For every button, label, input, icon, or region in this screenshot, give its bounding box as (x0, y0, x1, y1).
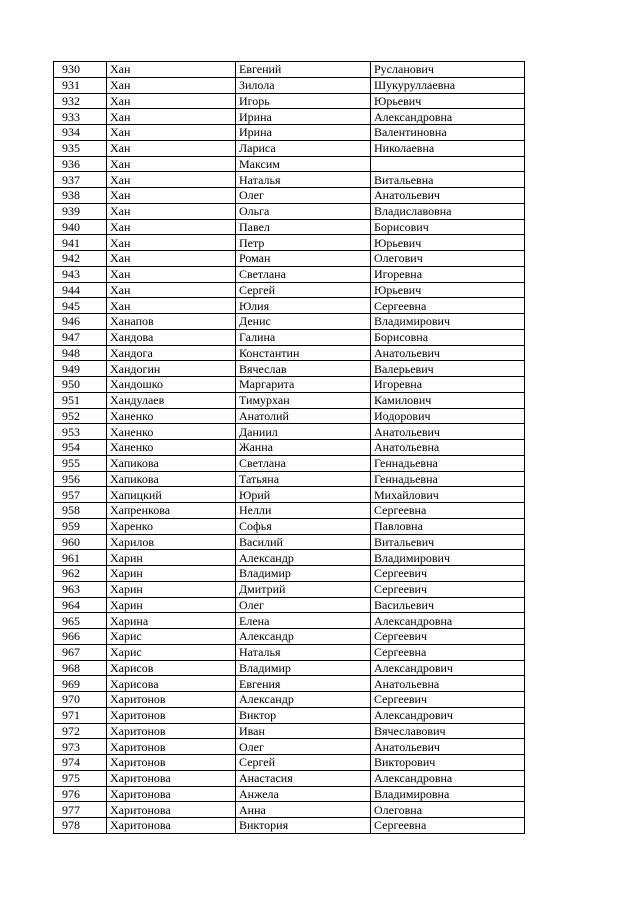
patronymic-cell: Сергеевич (371, 566, 525, 582)
surname-cell: Хан (107, 172, 236, 188)
surname-cell: Ханенко (107, 424, 236, 440)
first-name-cell: Петр (236, 235, 371, 251)
patronymic-cell: Викторович (371, 755, 525, 771)
first-name-cell: Олег (236, 597, 371, 613)
row-number: 956 (54, 471, 107, 487)
row-number: 937 (54, 172, 107, 188)
patronymic-cell: Борисович (371, 219, 525, 235)
first-name-cell: Светлана (236, 455, 371, 471)
patronymic-cell: Александровна (371, 109, 525, 125)
table-row (54, 251, 525, 267)
first-name-cell: Александр (236, 629, 371, 645)
surname-cell: Хан (107, 140, 236, 156)
table-row (54, 629, 525, 645)
table-row (54, 361, 525, 377)
row-number: 959 (54, 518, 107, 534)
row-number: 938 (54, 188, 107, 204)
patronymic-cell: Юрьевич (371, 235, 525, 251)
surname-cell: Хапицкий (107, 487, 236, 503)
first-name-cell: Даниил (236, 424, 371, 440)
first-name-cell: Анастасия (236, 770, 371, 786)
surname-cell: Хан (107, 235, 236, 251)
first-name-cell: Маргарита (236, 377, 371, 393)
row-number: 967 (54, 644, 107, 660)
row-number: 974 (54, 755, 107, 771)
patronymic-cell: Игоревна (371, 377, 525, 393)
patronymic-cell: Витальевна (371, 172, 525, 188)
surname-cell: Хапренкова (107, 503, 236, 519)
first-name-cell: Василий (236, 534, 371, 550)
row-number: 940 (54, 219, 107, 235)
surname-cell: Хандова (107, 329, 236, 345)
patronymic-cell: Александрович (371, 707, 525, 723)
table-body (54, 62, 525, 834)
patronymic-cell: Анатольевич (371, 424, 525, 440)
surname-cell: Хан (107, 156, 236, 172)
patronymic-cell: Николаевна (371, 140, 525, 156)
surname-cell: Харитонова (107, 802, 236, 818)
table-row (54, 455, 525, 471)
row-number: 968 (54, 660, 107, 676)
row-number: 935 (54, 140, 107, 156)
table-row (54, 676, 525, 692)
surname-cell: Харилов (107, 534, 236, 550)
patronymic-cell: Камилович (371, 392, 525, 408)
table-row (54, 219, 525, 235)
first-name-cell: Сергей (236, 755, 371, 771)
surname-cell: Хан (107, 203, 236, 219)
row-number: 973 (54, 739, 107, 755)
table-row (54, 77, 525, 93)
surname-cell: Хан (107, 109, 236, 125)
table-row (54, 298, 525, 314)
surname-cell: Хан (107, 282, 236, 298)
row-number: 958 (54, 503, 107, 519)
first-name-cell: Виктория (236, 818, 371, 834)
first-name-cell: Владимир (236, 660, 371, 676)
table-row (54, 581, 525, 597)
first-name-cell: Елена (236, 613, 371, 629)
first-name-cell: Денис (236, 314, 371, 330)
surname-cell: Харин (107, 581, 236, 597)
first-name-cell: Лариса (236, 140, 371, 156)
surname-cell: Харисова (107, 676, 236, 692)
first-name-cell: Галина (236, 329, 371, 345)
patronymic-cell: Сергеевна (371, 644, 525, 660)
patronymic-cell: Олеговна (371, 802, 525, 818)
table-row (54, 125, 525, 141)
row-number: 970 (54, 692, 107, 708)
first-name-cell: Анатолий (236, 408, 371, 424)
table-row (54, 786, 525, 802)
first-name-cell: Олег (236, 739, 371, 755)
first-name-cell: Евгения (236, 676, 371, 692)
patronymic-cell: Сергеевна (371, 503, 525, 519)
patronymic-cell: Сергеевна (371, 298, 525, 314)
first-name-cell: Юлия (236, 298, 371, 314)
table-row (54, 723, 525, 739)
table-row (54, 392, 525, 408)
row-number: 963 (54, 581, 107, 597)
table-row (54, 597, 525, 613)
table-row (54, 235, 525, 251)
first-name-cell: Максим (236, 156, 371, 172)
row-number: 944 (54, 282, 107, 298)
first-name-cell: Игорь (236, 93, 371, 109)
table-row (54, 755, 525, 771)
first-name-cell: Тимурхан (236, 392, 371, 408)
row-number: 942 (54, 251, 107, 267)
patronymic-cell: Вячеславович (371, 723, 525, 739)
patronymic-cell: Валерьевич (371, 361, 525, 377)
surname-cell: Харитонов (107, 755, 236, 771)
patronymic-cell: Александровна (371, 613, 525, 629)
patronymic-cell: Борисовна (371, 329, 525, 345)
first-name-cell: Зилола (236, 77, 371, 93)
surname-cell: Хандулаев (107, 392, 236, 408)
row-number: 961 (54, 550, 107, 566)
surname-cell: Харитонова (107, 818, 236, 834)
first-name-cell: Наталья (236, 172, 371, 188)
surname-cell: Харитонова (107, 770, 236, 786)
table-row (54, 188, 525, 204)
first-name-cell: Владимир (236, 566, 371, 582)
first-name-cell: Олег (236, 188, 371, 204)
surname-cell: Харин (107, 597, 236, 613)
patronymic-cell: Анатольевна (371, 676, 525, 692)
row-number: 933 (54, 109, 107, 125)
row-number: 943 (54, 266, 107, 282)
table-row (54, 109, 525, 125)
surname-cell: Харенко (107, 518, 236, 534)
patronymic-cell: Геннадьевна (371, 471, 525, 487)
patronymic-cell: Васильевич (371, 597, 525, 613)
surname-cell: Хандогин (107, 361, 236, 377)
patronymic-cell: Владиславовна (371, 203, 525, 219)
first-name-cell: Софья (236, 518, 371, 534)
table-row (54, 314, 525, 330)
surname-cell: Харина (107, 613, 236, 629)
row-number: 931 (54, 77, 107, 93)
row-number: 960 (54, 534, 107, 550)
table-row (54, 644, 525, 660)
patronymic-cell: Анатольевич (371, 739, 525, 755)
first-name-cell: Роман (236, 251, 371, 267)
row-number: 964 (54, 597, 107, 613)
patronymic-cell: Александровна (371, 770, 525, 786)
first-name-cell: Ольга (236, 203, 371, 219)
table-row (54, 93, 525, 109)
patronymic-cell: Сергеевич (371, 629, 525, 645)
table-row (54, 62, 525, 78)
row-number: 978 (54, 818, 107, 834)
patronymic-cell: Юрьевич (371, 93, 525, 109)
surname-cell: Хан (107, 266, 236, 282)
patronymic-cell: Павловна (371, 518, 525, 534)
patronymic-cell: Юрьевич (371, 282, 525, 298)
patronymic-cell: Русланович (371, 62, 525, 78)
row-number: 966 (54, 629, 107, 645)
first-name-cell: Евгений (236, 62, 371, 78)
row-number: 969 (54, 676, 107, 692)
surname-cell: Хандога (107, 345, 236, 361)
first-name-cell: Виктор (236, 707, 371, 723)
surname-cell: Хандошко (107, 377, 236, 393)
patronymic-cell: Витальевич (371, 534, 525, 550)
surname-cell: Хан (107, 188, 236, 204)
first-name-cell: Вячеслав (236, 361, 371, 377)
table-row (54, 172, 525, 188)
row-number: 936 (54, 156, 107, 172)
patronymic-cell: Владимирович (371, 550, 525, 566)
table-row (54, 266, 525, 282)
row-number: 953 (54, 424, 107, 440)
surname-cell: Харин (107, 566, 236, 582)
surname-cell: Ханапов (107, 314, 236, 330)
first-name-cell: Константин (236, 345, 371, 361)
table-row (54, 203, 525, 219)
patronymic-cell: Шукуруллаевна (371, 77, 525, 93)
table-row (54, 534, 525, 550)
table-row (54, 518, 525, 534)
table-row (54, 613, 525, 629)
surname-cell: Ханенко (107, 440, 236, 456)
surname-cell: Харитонов (107, 692, 236, 708)
surname-cell: Харин (107, 550, 236, 566)
patronymic-cell: Владимировна (371, 786, 525, 802)
surname-cell: Хан (107, 219, 236, 235)
first-name-cell: Дмитрий (236, 581, 371, 597)
patronymic-cell (371, 156, 525, 172)
row-number: 975 (54, 770, 107, 786)
patronymic-cell: Валентиновна (371, 125, 525, 141)
row-number: 976 (54, 786, 107, 802)
row-number: 941 (54, 235, 107, 251)
first-name-cell: Иван (236, 723, 371, 739)
first-name-cell: Александр (236, 692, 371, 708)
surname-cell: Харитонов (107, 723, 236, 739)
row-number: 972 (54, 723, 107, 739)
table-row (54, 770, 525, 786)
table-row (54, 329, 525, 345)
row-number: 977 (54, 802, 107, 818)
row-number: 951 (54, 392, 107, 408)
row-number: 945 (54, 298, 107, 314)
patronymic-cell: Александрович (371, 660, 525, 676)
table-row (54, 692, 525, 708)
patronymic-cell: Игоревна (371, 266, 525, 282)
table-row (54, 156, 525, 172)
first-name-cell: Анна (236, 802, 371, 818)
surname-cell: Харитонов (107, 707, 236, 723)
first-name-cell: Жанна (236, 440, 371, 456)
surname-cell: Харис (107, 644, 236, 660)
surname-cell: Хапикова (107, 455, 236, 471)
surname-cell: Хан (107, 62, 236, 78)
row-number: 934 (54, 125, 107, 141)
table-row (54, 471, 525, 487)
row-number: 948 (54, 345, 107, 361)
surname-cell: Харитонова (107, 786, 236, 802)
patronymic-cell: Геннадьевна (371, 455, 525, 471)
table-row (54, 345, 525, 361)
row-number: 957 (54, 487, 107, 503)
table-row (54, 282, 525, 298)
table-row (54, 660, 525, 676)
row-number: 962 (54, 566, 107, 582)
surname-cell: Хан (107, 93, 236, 109)
table-row (54, 707, 525, 723)
table-row (54, 503, 525, 519)
first-name-cell: Светлана (236, 266, 371, 282)
table-row (54, 424, 525, 440)
patronymic-cell: Владимирович (371, 314, 525, 330)
first-name-cell: Нелли (236, 503, 371, 519)
row-number: 965 (54, 613, 107, 629)
first-name-cell: Павел (236, 219, 371, 235)
row-number: 947 (54, 329, 107, 345)
table-row (54, 739, 525, 755)
first-name-cell: Ирина (236, 125, 371, 141)
patronymic-cell: Сергеевич (371, 692, 525, 708)
surname-cell: Хапикова (107, 471, 236, 487)
surname-cell: Ханенко (107, 408, 236, 424)
surname-cell: Хан (107, 298, 236, 314)
patronymic-cell: Анатольевич (371, 188, 525, 204)
row-number: 930 (54, 62, 107, 78)
first-name-cell: Анжела (236, 786, 371, 802)
first-name-cell: Юрий (236, 487, 371, 503)
row-number: 932 (54, 93, 107, 109)
row-number: 950 (54, 377, 107, 393)
first-name-cell: Сергей (236, 282, 371, 298)
row-number: 946 (54, 314, 107, 330)
table-row (54, 818, 525, 834)
first-name-cell: Ирина (236, 109, 371, 125)
patronymic-cell: Анатольевич (371, 345, 525, 361)
table-row (54, 550, 525, 566)
table-row (54, 566, 525, 582)
row-number: 955 (54, 455, 107, 471)
patronymic-cell: Сергеевич (371, 581, 525, 597)
names-table (53, 61, 525, 834)
table-row (54, 140, 525, 156)
surname-cell: Хан (107, 125, 236, 141)
table-row (54, 802, 525, 818)
surname-cell: Харисов (107, 660, 236, 676)
patronymic-cell: Анатольевна (371, 440, 525, 456)
surname-cell: Харитонов (107, 739, 236, 755)
first-name-cell: Наталья (236, 644, 371, 660)
row-number: 954 (54, 440, 107, 456)
surname-cell: Харис (107, 629, 236, 645)
table-row (54, 377, 525, 393)
first-name-cell: Александр (236, 550, 371, 566)
table-row (54, 408, 525, 424)
table-row (54, 440, 525, 456)
row-number: 949 (54, 361, 107, 377)
row-number: 971 (54, 707, 107, 723)
row-number: 952 (54, 408, 107, 424)
surname-cell: Хан (107, 77, 236, 93)
surname-cell: Хан (107, 251, 236, 267)
patronymic-cell: Олегович (371, 251, 525, 267)
patronymic-cell: Михайлович (371, 487, 525, 503)
patronymic-cell: Сергеевна (371, 818, 525, 834)
row-number: 939 (54, 203, 107, 219)
first-name-cell: Татьяна (236, 471, 371, 487)
table-row (54, 487, 525, 503)
patronymic-cell: Иодорович (371, 408, 525, 424)
